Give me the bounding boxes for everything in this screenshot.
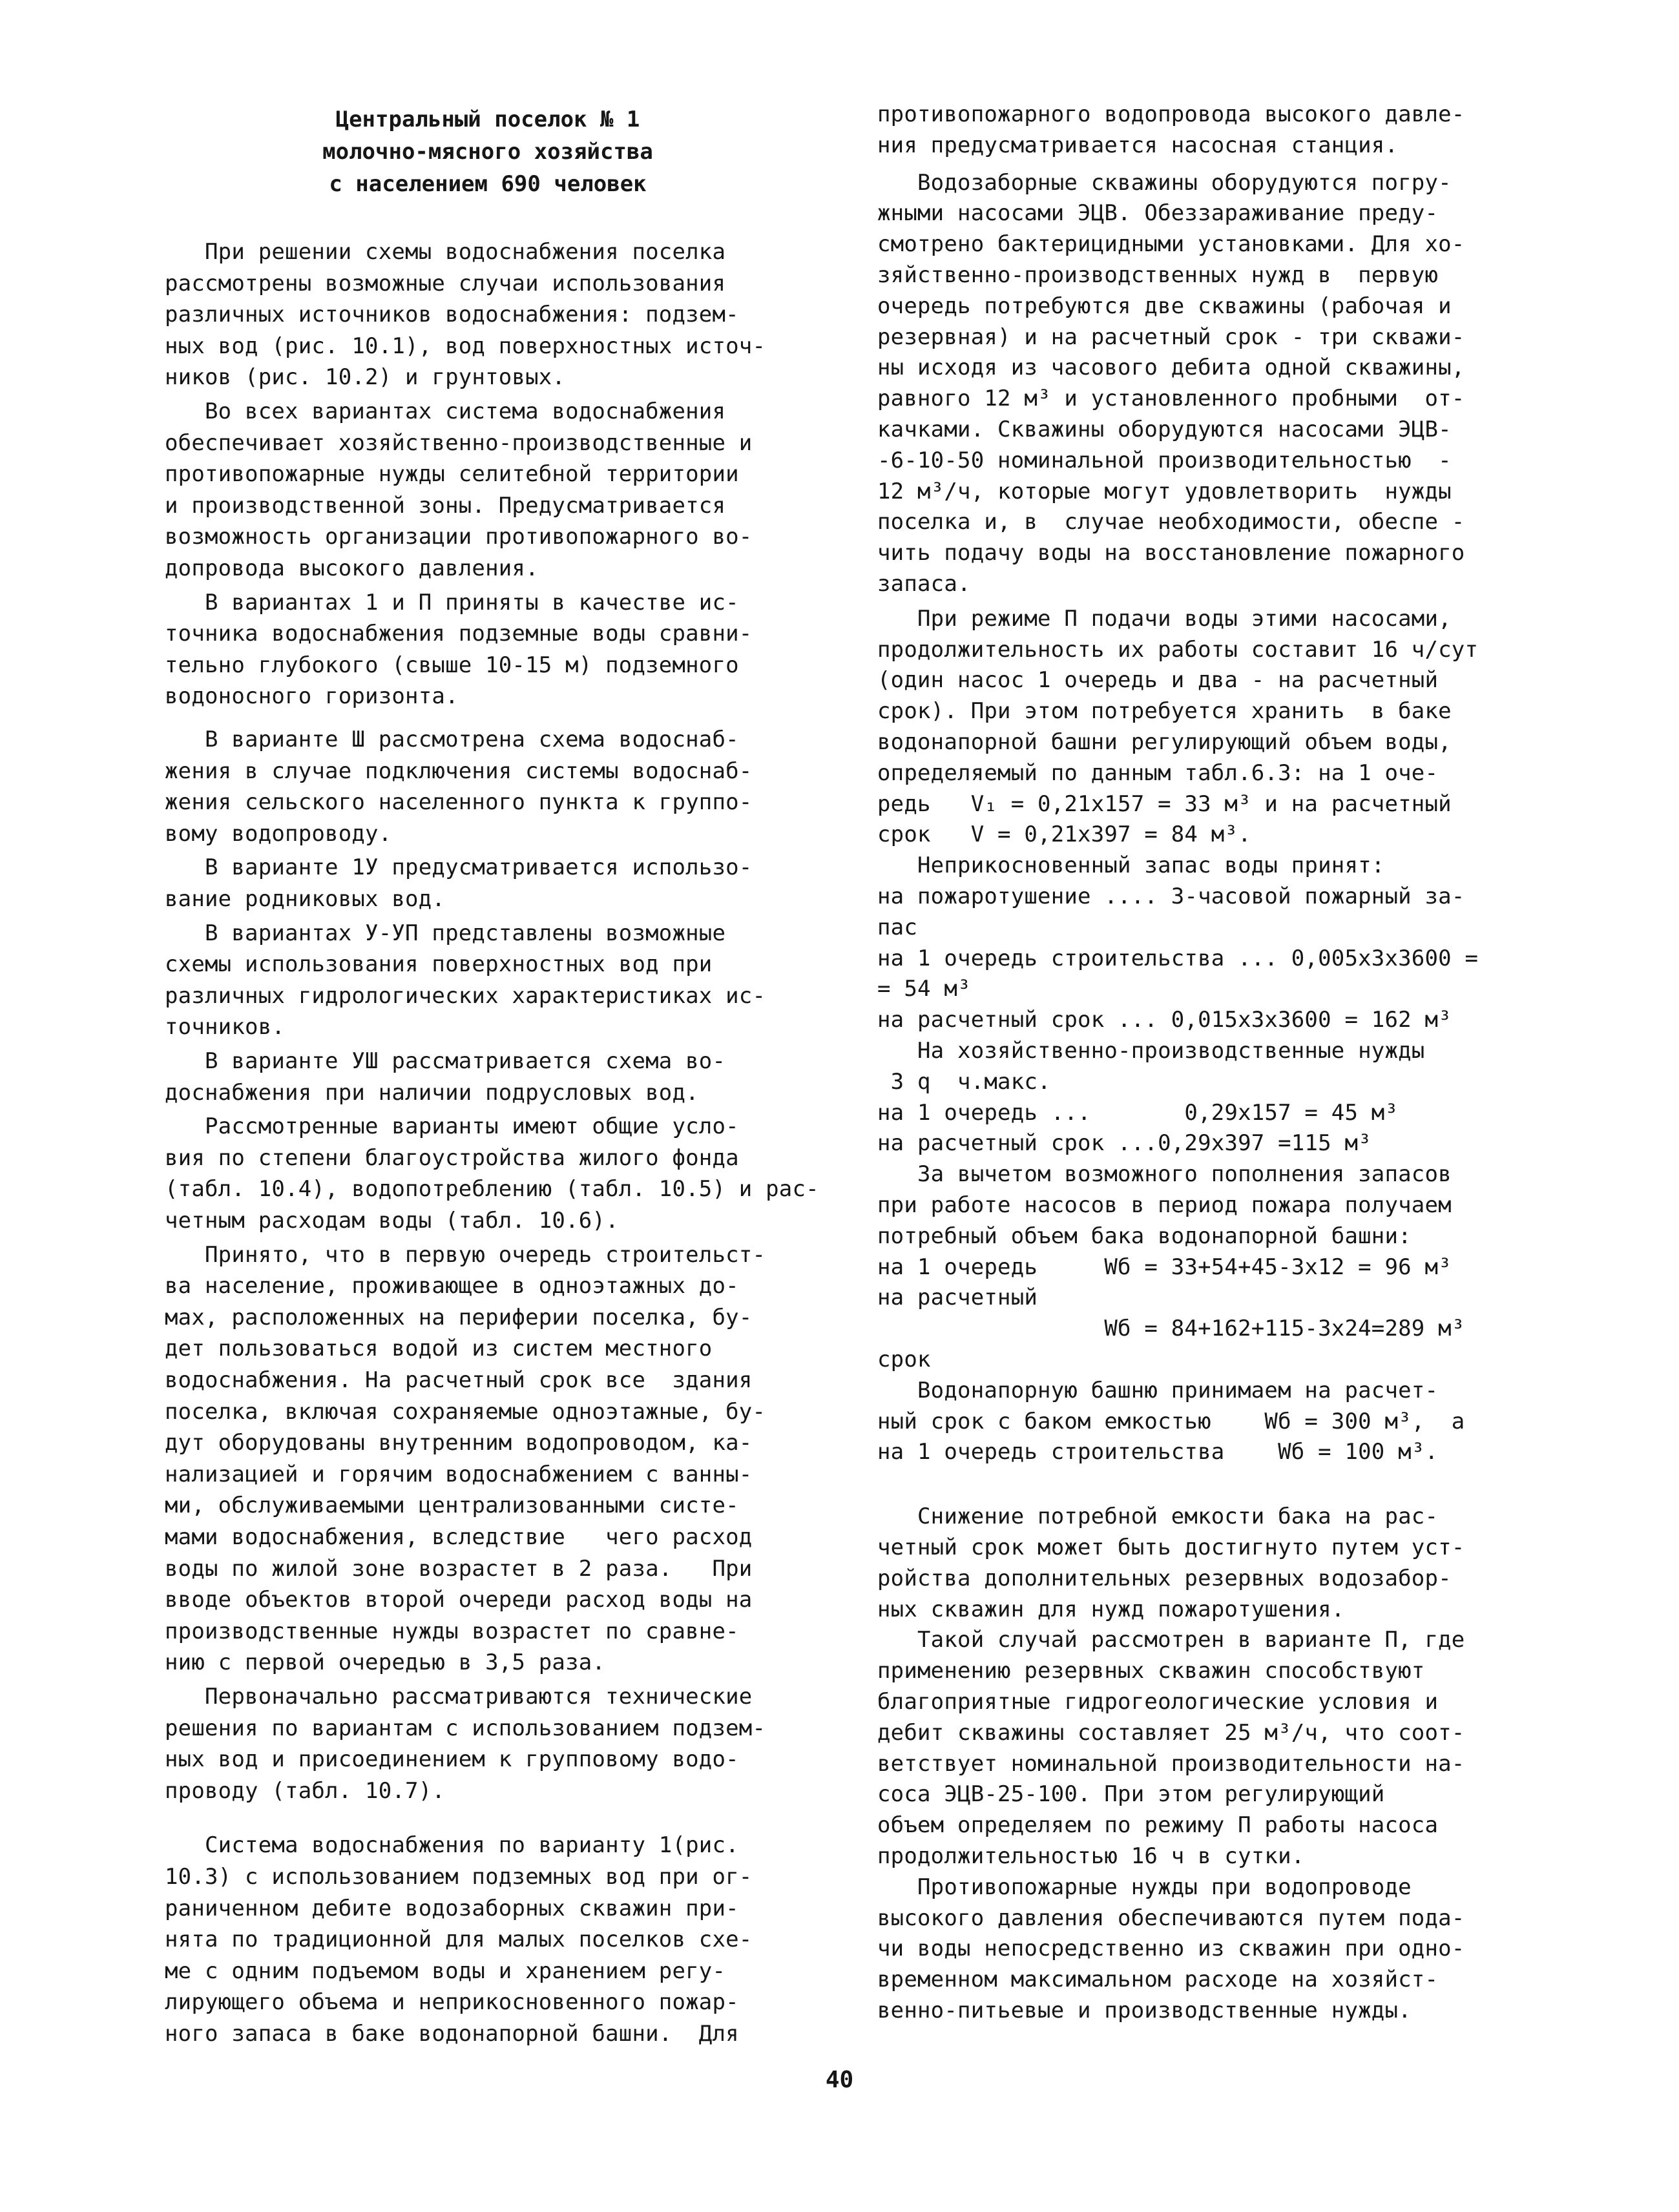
text-line: водоснабжения. На расчетный срок все здания: [165, 1367, 753, 1393]
text-line: потребный объем бака водонапорной башни:: [877, 1223, 1412, 1249]
text-line: ны исходя из часового дебита одной скважины,: [877, 355, 1465, 381]
text-line: на расчетный: [877, 1285, 1038, 1311]
text-line: производственные нужды возрастет по сравне-: [165, 1618, 739, 1644]
text-line: и производственной зоны. Предусматривается: [165, 492, 726, 519]
text-line: вание родниковых вод.: [165, 886, 446, 912]
text-line: вому водопроводу.: [165, 820, 392, 847]
text-line: продолжительностью 16 ч в сутки.: [877, 1843, 1305, 1869]
text-line: 12 м³/ч, которые могут удовлетворить нужды: [877, 478, 1452, 504]
text-line: = 54 м³: [877, 976, 971, 1002]
text-line: продолжительность их работы составит 16 ч/сут: [877, 636, 1479, 663]
text-line: четным расходам воды (табл. 10.6).: [165, 1208, 619, 1234]
text-line: рассмотрены возможные случаи использования: [165, 270, 726, 296]
text-line: срок). При этом потребуется хранить в баке: [877, 698, 1452, 725]
text-line: Во всех вариантах система водоснабжения: [165, 398, 726, 424]
text-line: четный срок может быть достигнуто путем уст-: [877, 1535, 1465, 1560]
text-line: допровода высокого давления.: [165, 555, 539, 581]
right-column: [877, 0, 1523, 2151]
text-line: пас: [877, 914, 918, 940]
text-line: Водозаборные скважины оборудуются погру-: [877, 169, 1452, 196]
text-line: 10.3) с использованием подземных вод при ог-: [165, 1864, 753, 1890]
text-line: срок V = 0,21х397 = 84 м³.: [877, 822, 1251, 848]
text-line: Система водоснабжения по варианту 1(рис.: [165, 1832, 739, 1859]
text-line: благоприятные гидрогеологические условия и: [877, 1689, 1439, 1715]
text-line: точника водоснабжения подземные воды сравни-: [165, 621, 753, 647]
text-line: зяйственно-производственных нужд в первую: [877, 262, 1439, 288]
text-line: высокого давления обеспечиваются путем пода-: [877, 1905, 1465, 1931]
text-line: соса ЭЦВ-25-100. При этом регулирующий: [877, 1781, 1385, 1808]
section-heading-line-2: молочно-мясного хозяйства: [322, 139, 653, 165]
text-line: качками. Скважины оборудуются насосами ЭЦВ-: [877, 417, 1452, 442]
text-line: противопожарные нужды селитебной территории: [165, 461, 739, 488]
text-line: временном максимальном расходе на хозяйст-: [877, 1967, 1439, 1993]
text-line: Неприкосновенный запас воды принят:: [877, 853, 1385, 879]
text-line: На хозяйственно-производственные нужды: [877, 1038, 1425, 1064]
text-line: (табл. 10.4), водопотреблению (табл. 10.5) и рас-: [165, 1176, 819, 1203]
text-line: ройства дополнительных резервных водозабор-: [877, 1565, 1452, 1591]
text-line: В вариантах 1 и П приняты в качестве ис-: [165, 589, 739, 615]
text-line: решения по вариантам с использованием подзем-: [165, 1715, 766, 1741]
text-line: вводе объектов второй очереди расход воды на: [165, 1587, 753, 1613]
text-line: ных скважин для нужд пожаротушения.: [877, 1596, 1345, 1622]
text-line: При режиме П подачи воды этими насосами,: [877, 605, 1452, 632]
text-line: редь V₁ = 0,21х157 = 33 м³ и на расчетный: [877, 791, 1452, 817]
text-line: нию с первой очередью в 3,5 раза.: [165, 1649, 606, 1676]
text-line: поселка и, в случае необходимости, обеспе -: [877, 509, 1465, 535]
text-line: на расчетный срок ...0,29х397 =115 м³: [877, 1130, 1371, 1157]
text-line: ных вод и присоединением к групповому водо-: [165, 1746, 739, 1773]
left-column: [165, 0, 819, 2151]
text-line: на расчетный срок ... 0,015х3х3600 = 162 м³: [877, 1007, 1452, 1033]
text-line: поселка, включая сохраняемые одноэтажные, бу-: [165, 1398, 766, 1425]
text-line: 3 q ч.макс.: [877, 1068, 1051, 1095]
text-line: В варианте Ш рассмотрена схема водоснаб-: [165, 727, 739, 752]
text-line: мах, расположенных на периферии поселка, бу-: [165, 1304, 753, 1330]
text-line: обеспечивает хозяйственно-производственные и: [165, 429, 753, 456]
text-line: ных вод (рис. 10.1), вод поверхностных источ-: [165, 333, 766, 359]
text-line: ного запаса в баке водонапорной башни. Для: [165, 2021, 739, 2047]
text-line: В вариантах У-УП представлены возможные: [165, 920, 726, 946]
text-line: При решении схемы водоснабжения поселка: [165, 239, 726, 265]
text-line: ме с одним подъемом воды и хранением регу-: [165, 1958, 726, 1984]
text-line: мами водоснабжения, вследствие чего расход: [165, 1524, 753, 1550]
text-line: Противопожарные нужды при водопроводе: [877, 1874, 1412, 1900]
text-line: Рассмотренные варианты имеют общие усло-: [165, 1113, 739, 1140]
text-line: на 1 очередь Wб = 33+54+45-3х12 = 96 м³: [877, 1254, 1452, 1280]
text-line: Первоначально рассматриваются технические: [165, 1684, 753, 1710]
text-line: смотрено бактерицидными установками. Для хо-: [877, 231, 1465, 258]
text-line: объем определяем по режиму П работы насоса: [877, 1812, 1439, 1839]
section-heading-line-1: Центральный поселок № 1: [335, 107, 640, 132]
text-line: раниченном дебите водозаборных скважин при-: [165, 1895, 739, 1921]
text-line: ветствует номинальной производительности на-: [877, 1750, 1465, 1777]
text-line: срок: [877, 1347, 931, 1372]
text-line: ный срок с баком емкостью Wб = 300 м³, а: [877, 1408, 1465, 1434]
text-line: Wб = 84+162+115-3х24=289 м³: [877, 1316, 1465, 1342]
text-line: дут оборудованы внутренним водопроводом, ка-: [165, 1430, 753, 1456]
text-line: жения сельского населенного пункта к группо-: [165, 789, 753, 816]
text-line: Принято, что в первую очередь строительст-: [165, 1241, 766, 1268]
text-line: на пожаротушение .... 3-часовой пожарный за-: [877, 884, 1465, 909]
text-line: ния предусматривается насосная станция.: [877, 132, 1399, 158]
text-line: доснабжения при наличии подрусловых вод.: [165, 1079, 699, 1106]
page-number: 40: [825, 2067, 854, 2093]
text-line: резервная) и на расчетный срок - три скважи-: [877, 324, 1465, 350]
text-line: чить подачу воды на восстановление пожарного: [877, 540, 1465, 566]
text-line: на 1 очередь ... 0,29х157 = 45 м³: [877, 1099, 1399, 1126]
text-line: ва население, проживающее в одноэтажных до-: [165, 1273, 739, 1299]
text-line: определяемый по данным табл.6.3: на 1 оче-: [877, 760, 1439, 786]
text-line: жными насосами ЭЦВ. Обеззараживание преду-: [877, 200, 1439, 227]
text-line: равного 12 м³ и установленного пробными от-: [877, 386, 1465, 412]
text-line: Водонапорную башню принимаем на расчет-: [877, 1377, 1439, 1403]
text-line: схемы использования поверхностных вод при: [165, 951, 713, 978]
text-line: возможность организации противопожарного во-: [165, 524, 753, 550]
text-line: За вычетом возможного пополнения запасов: [877, 1161, 1452, 1188]
text-line: проводу (табл. 10.7).: [165, 1777, 446, 1804]
text-line: -6-10-50 номинальной производительностью -: [877, 447, 1452, 473]
text-line: лирующего объема и неприкосновенного пожар-: [165, 1989, 739, 2016]
text-line: различных гидрологических характеристиках ис-: [165, 982, 766, 1009]
text-line: дет пользоваться водой из систем местного: [165, 1336, 713, 1362]
text-line: венно-питьевые и производственные нужды.: [877, 1998, 1412, 2023]
text-line: тельно глубокого (свыше 10-15 м) подземного: [165, 652, 739, 678]
text-line: противопожарного водопровода высокого давле-: [877, 101, 1465, 127]
text-line: водоносного горизонта.: [165, 683, 459, 710]
text-line: ми, обслуживаемыми централизованными систе-: [165, 1493, 739, 1519]
text-line: при работе насосов в период пожара получаем: [877, 1192, 1452, 1218]
text-line: жения в случае подключения системы водоснаб-: [165, 758, 753, 784]
section-heading-line-3: с населением 690 человек: [329, 171, 647, 197]
text-line: на 1 очередь строительства Wб = 100 м³.: [877, 1439, 1439, 1465]
text-line: воды по жилой зоне возрастет в 2 раза. При: [165, 1555, 753, 1582]
text-line: на 1 очередь строительства ... 0,005х3х3600 =: [877, 945, 1479, 971]
text-line: водонапорной башни регулирующий объем воды,: [877, 729, 1452, 755]
text-line: применению резервных скважин способствуют: [877, 1658, 1425, 1684]
text-line: очередь потребуются две скважины (рабочая и: [877, 293, 1452, 319]
text-line: Такой случай рассмотрен в варианте П, где: [877, 1627, 1465, 1653]
text-line: В варианте УШ рассматривается схема во-: [165, 1048, 726, 1074]
text-line: дебит скважины составляет 25 м³/ч, что соот-: [877, 1719, 1465, 1746]
text-line: запаса.: [877, 571, 971, 597]
text-line: вия по степени благоустройства жилого фонда: [165, 1144, 739, 1171]
text-line: нята по традиционной для малых поселков схе-: [165, 1927, 753, 1953]
text-line: ников (рис. 10.2) и грунтовых.: [165, 364, 566, 391]
text-line: Снижение потребной емкости бака на рас-: [877, 1504, 1439, 1530]
text-line: В варианте 1У предусматривается использо-: [165, 854, 753, 881]
text-line: нализацией и горячим водоснабжением с ванны-: [165, 1461, 753, 1487]
text-line: различных источников водоснабжения: подзем-: [165, 302, 739, 328]
text-line: чи воды непосредственно из скважин при одно-: [877, 1936, 1465, 1962]
text-line: точников.: [165, 1014, 286, 1040]
text-line: (один насос 1 очередь и два - на расчетный: [877, 667, 1439, 694]
